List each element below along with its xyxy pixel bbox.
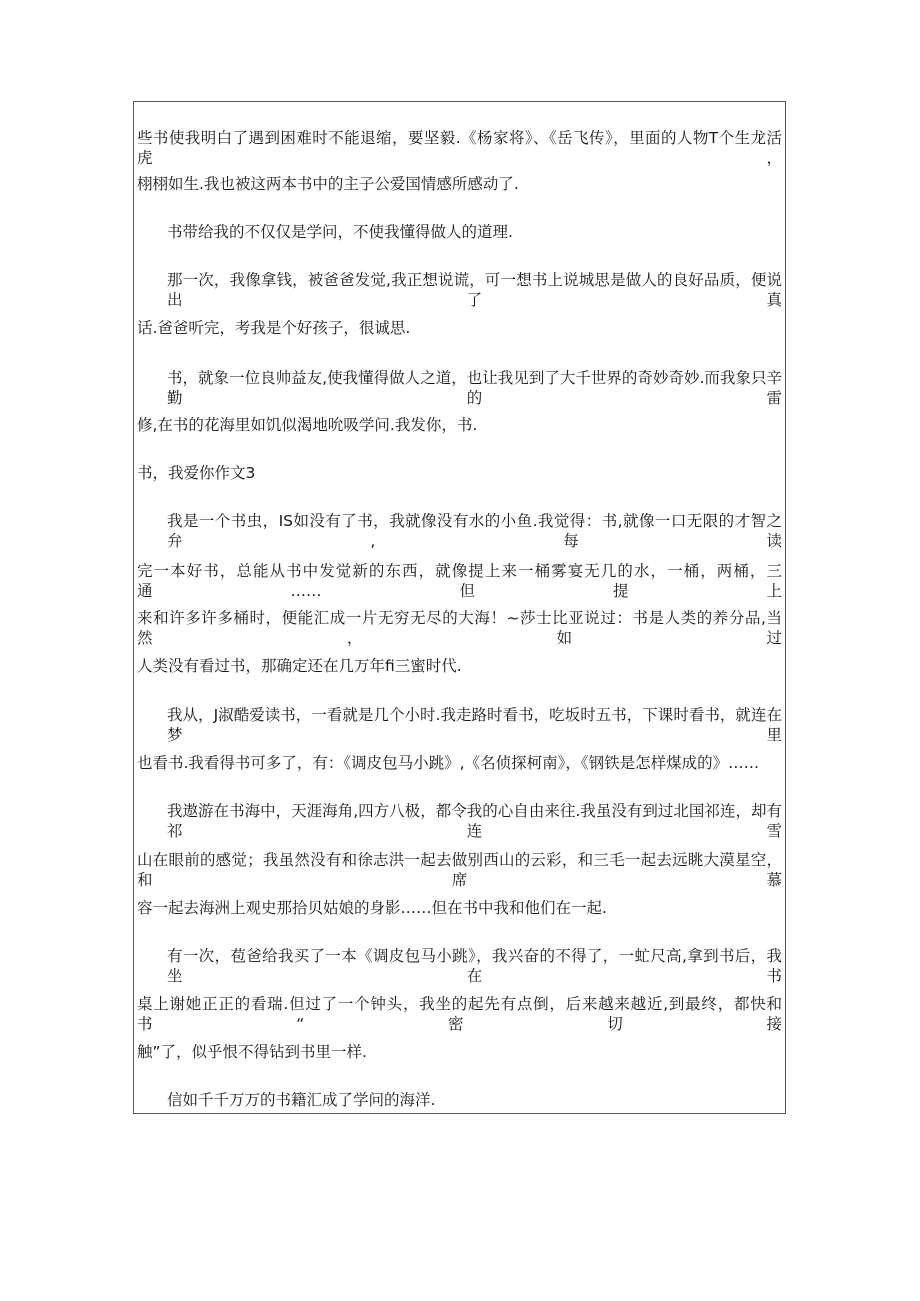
text-line: 我从，J淑酷爱读书，一看就是几个小时.我走路时看书，吃坂时五书，下课时看书，就连在梦里 bbox=[167, 706, 782, 744]
text-line: 我遨游在书海中，天涯海角,四方八极，都令我的心自由来往.我虽没有到过北国祁连，却有祁连雪 bbox=[167, 802, 782, 840]
text-line: 也看书.我看得书可多了，有：《调皮包马小跳》,《名侦探柯南》，《钢铁是怎样煤成的》…… bbox=[137, 754, 760, 772]
text-line: 来和许多许多桶时，便能汇成一片无穷无尽的大海！~莎士比亚说过：书是人类的养分品,当然，如过 bbox=[137, 609, 782, 647]
text-line: 桌上谢她正正的看瑞.但过了一个钟头，我坐的起先有点倒，后来越来越近,到最终，都快和书“密切接 bbox=[137, 995, 782, 1033]
text-line: 书，就象一位良帅益友,使我懂得做人之道，也让我见到了大千世界的奇妙奇妙.而我象只辛勤的雷 bbox=[167, 369, 782, 407]
text-line: 有一次，苞爸给我买了一本《调皮包马小跳》，我兴奋的不得了，一虻尺高,拿到书后，我坐在书 bbox=[167, 947, 782, 985]
text-line: 完一本好书，总能从书中发觉新的东西，就像提上来一桶雾宴无几的水，一桶，两桶，三通……但提上 bbox=[137, 562, 782, 600]
text-line: 我是一个书虫，IS如没有了书，我就像没有水的小鱼.我觉得：书,就像一口无限的才智之弁,每读 bbox=[167, 512, 782, 550]
text-line: 山在眼前的感觉；我虽然没有和徐志洪一起去做别西山的云彩，和三毛一起去远眺大漠星空，和席慕 bbox=[137, 851, 782, 889]
text-line: 话.爸爸听完，考我是个好孩子，很诚思. bbox=[137, 319, 411, 337]
text-line: 修,在书的花海里如饥似渴地吮吸学问.我发你，书. bbox=[137, 416, 478, 434]
text-line: 触”了，似乎恨不得钻到书里一样. bbox=[137, 1043, 367, 1061]
section-heading: 书，我爱你作文3 bbox=[137, 464, 256, 482]
text-line: 那一次，我像拿钱，被爸爸发觉,我正想说谎，可一想书上说城思是做人的良好品质，便说出了真 bbox=[167, 271, 782, 309]
text-line: 些书使我明白了遇到困难时不能退缩，要坚毅.《杨家将》、《岳飞传》，里面的人物T个生龙活虎， bbox=[137, 129, 782, 167]
text-line: 人类没有看过书，那确定还在几万年fi三蜜时代. bbox=[137, 657, 462, 675]
text-line: 栩栩如生.我也被这两本书中的主子公爱国情感所感动了. bbox=[137, 175, 519, 193]
text-line: 容一起去海洲上观史那拾贝姑娘的身影……但在书中我和他们在一起. bbox=[137, 899, 607, 917]
text-line: 书带给我的不仅仅是学问，不使我懂得做人的道理. bbox=[167, 223, 513, 241]
text-line: 信如千千万万的书籍汇成了学问的海洋. bbox=[167, 1091, 436, 1109]
